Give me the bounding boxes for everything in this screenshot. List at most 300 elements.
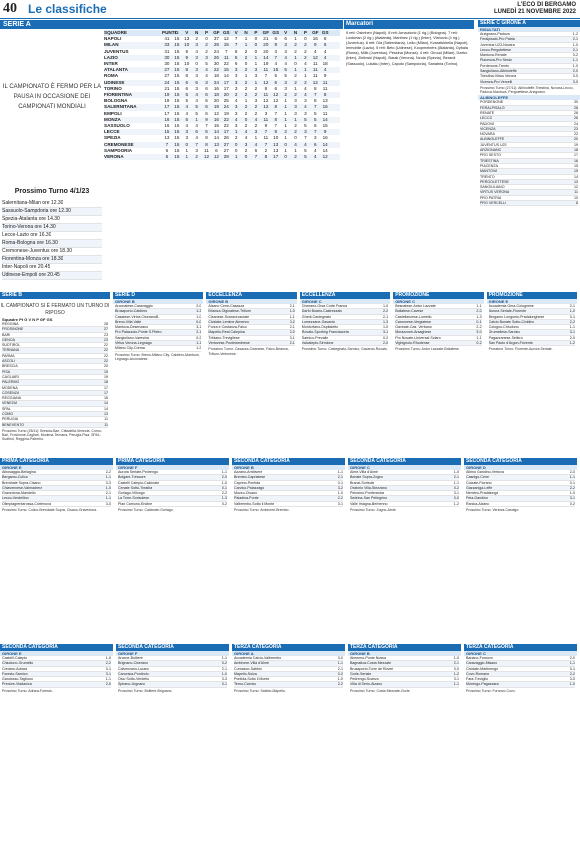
- item-value: 22: [104, 353, 108, 358]
- stat-cell: 15: [322, 123, 328, 129]
- item-name: Lumezzane-Gavardo: [301, 319, 336, 324]
- item-value: 1-0: [105, 485, 111, 490]
- stat-cell: 6: [274, 85, 278, 91]
- block-results: [232, 656, 345, 688]
- item-value: 3-0: [105, 501, 111, 506]
- prossimo-match: Inter-Napoli ore 20.45: [2, 264, 51, 270]
- column-header: N: [293, 30, 298, 35]
- item-value: 2-2: [105, 661, 111, 666]
- stat-cell: 16: [322, 135, 328, 141]
- stat-cell: 4: [304, 141, 307, 147]
- item-value: 1-2: [196, 346, 202, 351]
- list-item: [480, 201, 578, 206]
- item-value: 20: [574, 137, 578, 142]
- item-name: PADOVA: [480, 121, 495, 126]
- column-header: GF: [213, 30, 220, 35]
- block-results: [393, 304, 483, 346]
- stat-cell: 8: [274, 116, 278, 122]
- stat-cell: 16: [213, 85, 219, 91]
- stat-cell: 3: [195, 42, 198, 48]
- stat-cell: 8: [314, 98, 317, 104]
- stat-cell: 3: [314, 135, 317, 141]
- item-value: 0-1: [569, 666, 575, 671]
- stat-cell: 1: [294, 54, 297, 60]
- block-results: [232, 470, 345, 507]
- league-block: [232, 644, 345, 844]
- stat-cell: 15: [174, 104, 180, 110]
- stat-cell: 6: [185, 85, 188, 91]
- item-name: Nembro-Pradalunga: [466, 491, 499, 496]
- item-value: 1-0: [382, 304, 389, 308]
- stat-cell: 14: [223, 73, 229, 79]
- stat-cell: 1: [304, 73, 307, 79]
- serie-b-standings: [0, 322, 110, 428]
- stat-cell: 7: [274, 123, 278, 129]
- stat-cell: 9: [205, 116, 208, 122]
- item-value: 13: [104, 412, 108, 417]
- item-name: Cologno-Chiuduno: [488, 325, 519, 330]
- item-name: RENATE: [480, 110, 495, 115]
- stat-cell: 7: [225, 48, 228, 54]
- item-name: Grumellese-Sarnico: [488, 330, 521, 335]
- item-name: ARZIGNANO: [480, 148, 502, 153]
- stat-cell: 3: [234, 123, 238, 129]
- item-value: 1-1: [453, 480, 459, 485]
- serie-c-sub: RISULTATI: [478, 27, 580, 32]
- stat-cell: 5: [234, 54, 238, 60]
- stat-cell: 37: [213, 36, 219, 42]
- stat-cell: 2: [294, 123, 297, 129]
- block-title: ECCELLENZA: [300, 292, 390, 299]
- stat-cell: 12: [263, 98, 269, 104]
- item-name: Ghedi-Castegnato: [301, 314, 331, 319]
- item-value: 0-2: [382, 335, 389, 340]
- stat-cell: 31: [164, 48, 170, 54]
- stat-cell: 0: [254, 48, 258, 54]
- team-name: UDINESE: [104, 79, 125, 85]
- block-note: Prossimo Turno: Calcinate-Gorlago.: [118, 508, 174, 513]
- serie-c-bar: SERIE C GIRONE A: [478, 20, 580, 27]
- item-name: LECCO: [480, 116, 493, 121]
- item-name: Osio Sotto-Verdello: [118, 677, 149, 682]
- item-name: Covo-Romano: [466, 671, 490, 676]
- item-value: 19: [574, 142, 578, 147]
- prossimo-item: [2, 256, 102, 264]
- item-name: Feralpisalò-Pro Patria: [480, 37, 515, 42]
- block-note: Prossimo Turno: Vertova-Casnigo.: [466, 508, 520, 513]
- item-name: Pro Novate-Universal Solaro: [395, 335, 441, 340]
- team-name: SAMPDORIA: [104, 147, 133, 153]
- item-name: Breno-Villa Valle: [115, 319, 142, 324]
- stat-cell: 6: [314, 123, 317, 129]
- item-value: 15: [574, 163, 578, 168]
- stat-cell: 3: [254, 98, 258, 104]
- stat-cell: 24: [213, 48, 219, 54]
- team-name: MILAN: [104, 42, 119, 48]
- stat-cell: 1: [195, 116, 198, 122]
- stat-cell: 14: [322, 147, 328, 153]
- item-value: 16: [104, 396, 108, 401]
- stat-cell: 1: [284, 147, 287, 153]
- block-girone: GIRONE C: [348, 465, 461, 470]
- league-block: [232, 458, 345, 638]
- serie-c-box: [478, 20, 580, 288]
- stat-cell: 11: [322, 85, 328, 91]
- item-value: 0-2: [221, 501, 227, 506]
- item-value: 1-1: [221, 656, 227, 660]
- stat-cell: 18: [213, 73, 219, 79]
- stat-cell: 14: [263, 54, 269, 60]
- prossimo-turno-title: Prossimo Turno 4/1/23: [14, 188, 90, 195]
- stat-cell: 12: [213, 110, 219, 116]
- stat-cell: 8: [264, 154, 268, 160]
- item-value: 1-1: [221, 470, 227, 474]
- item-value: 3-1: [289, 335, 295, 340]
- item-name: Juventus U23-Novara: [480, 42, 515, 47]
- block-girone: GIRONE B: [113, 299, 203, 304]
- stat-cell: 20: [263, 42, 269, 48]
- stat-cell: 7: [205, 123, 208, 129]
- league-block: [0, 458, 113, 638]
- item-value: 16: [574, 158, 578, 163]
- prossimo-match: Torino-Verona ore 14.30: [2, 224, 56, 230]
- stat-cell: 3: [234, 104, 238, 110]
- item-value: 13: [574, 179, 578, 184]
- stat-cell: 1: [185, 147, 188, 153]
- item-value: 2-1: [382, 314, 389, 319]
- item-name: Pordenone-Trento: [480, 63, 510, 68]
- item-value: 1-1: [105, 677, 111, 682]
- item-value: 0-2: [337, 671, 343, 676]
- league-block: [464, 644, 577, 844]
- stat-cell: 4: [323, 67, 327, 73]
- item-value: 27: [104, 327, 108, 332]
- stat-cell: 15: [174, 116, 180, 122]
- block-note: Prossimo Turno: Ardor Lazzate-Bollatese.: [395, 347, 460, 352]
- stat-cell: 4: [195, 92, 198, 98]
- item-value: 2-0: [221, 475, 227, 480]
- column-header: V: [284, 30, 288, 35]
- stat-cell: 4: [195, 123, 198, 129]
- item-name: Brusaporto-Caldiero: [115, 309, 148, 314]
- stat-cell: 2: [205, 42, 208, 48]
- prossimo-turno-list: [2, 200, 102, 280]
- item-value: 1-0: [572, 63, 578, 68]
- block-results: [116, 656, 229, 688]
- item-value: 0-0: [453, 496, 459, 501]
- item-value: 24: [574, 121, 578, 126]
- item-name: Castelli Calepio-Calcinate: [118, 480, 160, 485]
- item-value: 0-1: [476, 319, 482, 324]
- stat-cell: 15: [174, 141, 180, 147]
- stat-cell: 19: [263, 61, 269, 67]
- item-value: 0-1: [221, 682, 227, 687]
- stat-cell: 3: [294, 110, 297, 116]
- stat-cell: 22: [223, 123, 229, 129]
- item-name: VENEZIA: [2, 401, 18, 406]
- standings-rows: [104, 36, 340, 160]
- item-value: 1-1: [105, 496, 111, 501]
- item-name: Cenate Sotto-Trealba: [118, 485, 153, 490]
- item-name: Terno-Carvico: [234, 682, 257, 687]
- stat-cell: 8: [314, 85, 317, 91]
- stat-cell: 0: [254, 36, 258, 42]
- item-value: 2-2: [105, 470, 111, 474]
- item-name: Sarnico-Prevalle: [301, 335, 329, 340]
- item-value: 0-1: [337, 501, 343, 506]
- item-name: JUVENTUS U23: [480, 142, 507, 147]
- item-name: Almenno-Ponte Nossa: [350, 656, 386, 660]
- stat-cell: 8: [205, 135, 208, 141]
- item-name: Casatese-Virtus CiseranoB.: [115, 314, 160, 319]
- item-name: Arconatese-Caravaggio: [115, 304, 153, 308]
- block-results: [206, 304, 296, 346]
- stat-cell: 12: [263, 79, 269, 85]
- stat-cell: 2: [195, 154, 198, 160]
- stat-cell: 3: [294, 104, 297, 110]
- block-note: Prossimo Turno: Fiorente-Aurora Seriate.: [488, 347, 553, 352]
- stat-cell: 25: [223, 98, 229, 104]
- item-value: 28: [104, 322, 108, 326]
- stat-cell: 4: [195, 135, 198, 141]
- serie-b-columns: Squadre Pt G V N P GF GS: [2, 317, 53, 322]
- league-block: [348, 644, 461, 844]
- prossimo-item: [2, 264, 102, 272]
- item-value: 14: [104, 406, 108, 411]
- stat-cell: 20: [223, 92, 229, 98]
- stat-cell: 4: [323, 54, 327, 60]
- item-name: Arzignano-Padova: [480, 32, 510, 36]
- item-name: Vertovese-Pontelambrese: [208, 341, 250, 346]
- item-value: 2-1: [337, 475, 343, 480]
- stat-cell: 16: [213, 116, 219, 122]
- stat-cell: 8: [185, 73, 188, 79]
- stat-cell: 15: [174, 129, 180, 135]
- block-title: SERIE D: [113, 292, 203, 299]
- stat-cell: 7: [254, 154, 258, 160]
- item-value: 22: [104, 359, 108, 364]
- stat-cell: 24: [213, 79, 219, 85]
- item-value: 2-0: [572, 69, 578, 74]
- item-value: 11: [104, 417, 108, 422]
- stat-cell: 16: [164, 116, 170, 122]
- item-value: 1-0: [289, 309, 295, 314]
- block-note: Prossimo Turno: Castegnato-Sarnico, Gavardo-Rovato.: [301, 347, 388, 352]
- stat-cell: 4: [323, 48, 327, 54]
- stat-cell: 19: [164, 92, 170, 98]
- stat-cell: 2: [304, 42, 307, 48]
- item-name: Morazzone-Arsaghese: [395, 330, 432, 335]
- serie-a-section: [0, 20, 580, 288]
- item-value: 2-0: [289, 330, 295, 335]
- item-value: 11: [574, 190, 578, 195]
- stat-cell: 0: [284, 154, 287, 160]
- item-name: Calcio Bonate Sotto-Cividino: [488, 319, 535, 324]
- item-name: Tribiano-Trevigliese: [208, 335, 240, 340]
- item-value: 1-0: [453, 656, 459, 660]
- stat-cell: 8: [205, 141, 208, 147]
- stat-cell: 5: [304, 147, 307, 153]
- stat-cell: 2: [244, 110, 248, 116]
- stat-cell: 2: [234, 135, 238, 141]
- item-name: Valle Imagna-Berbenno: [350, 501, 388, 506]
- stat-cell: 3: [264, 110, 268, 116]
- item-value: 11: [104, 422, 108, 427]
- stat-cell: 15: [174, 61, 180, 67]
- column-header: V: [234, 30, 238, 35]
- stat-cell: 1: [185, 154, 188, 160]
- item-value: 2-0: [476, 309, 482, 314]
- item-name: Darfo Boario-Castrezzato: [301, 309, 343, 314]
- item-name: Ambivere-Villa d'Almè: [234, 661, 269, 666]
- stat-cell: 6: [205, 129, 208, 135]
- team-name: VERONA: [104, 154, 124, 160]
- item-value: 3-1: [453, 677, 459, 682]
- item-value: 2-1: [569, 304, 575, 308]
- block-title: TERZA CATEGORIA: [464, 644, 577, 651]
- stat-cell: 4: [254, 116, 258, 122]
- stat-cell: 4: [195, 98, 198, 104]
- item-value: 1-1: [476, 304, 482, 308]
- stat-cell: 1: [284, 116, 287, 122]
- stat-cell: 16: [164, 123, 170, 129]
- stat-cell: 1: [294, 85, 297, 91]
- stat-cell: 15: [174, 92, 180, 98]
- stat-cell: 4: [314, 147, 317, 153]
- page-number: 40: [3, 1, 17, 16]
- item-name: Mozzo-Cisano: [234, 491, 257, 496]
- stat-cell: 22: [223, 61, 229, 67]
- block-girone: GIRONE B: [232, 465, 345, 470]
- item-value: 3-0: [337, 656, 343, 660]
- item-value: 2-2: [569, 485, 575, 490]
- stat-cell: 24: [164, 79, 170, 85]
- item-value: 1-2: [453, 671, 459, 676]
- item-name: Vighignolo-Rhodense: [395, 341, 430, 346]
- item-name: Gorle-Seriate: [350, 671, 372, 676]
- stat-cell: 4: [304, 61, 307, 67]
- item-value: 1-1: [196, 341, 202, 346]
- item-name: Lecco-Pergolettese: [480, 47, 511, 52]
- stat-cell: 0: [205, 36, 208, 42]
- stat-cell: 2: [254, 123, 258, 129]
- stat-cell: 3: [244, 141, 248, 147]
- stat-cell: 6: [215, 147, 218, 153]
- league-block: [300, 292, 390, 452]
- stat-cell: 7: [264, 129, 268, 135]
- item-name: Piacenza-Pro Sesto: [480, 58, 512, 63]
- block-girone: GIRONE F: [116, 465, 229, 470]
- block-results: [0, 470, 113, 507]
- team-name: LAZIO: [104, 54, 118, 60]
- stat-cell: 11: [263, 67, 269, 73]
- stat-cell: 3: [304, 129, 307, 135]
- stat-cell: 20: [213, 98, 219, 104]
- stat-cell: 22: [213, 67, 219, 73]
- item-value: 2-2: [382, 309, 389, 314]
- item-value: 1-0: [337, 491, 343, 496]
- block-results: [113, 304, 203, 352]
- stat-cell: 5: [205, 61, 208, 67]
- stat-cell: 4: [304, 92, 307, 98]
- item-name: San Paolo d'Argon-Fiorente: [488, 341, 533, 346]
- column-header: GS: [272, 30, 280, 35]
- stat-cell: 1: [254, 135, 258, 141]
- item-value: 3-1: [105, 671, 111, 676]
- stat-cell: 11: [312, 61, 318, 67]
- prossimo-item: [2, 208, 102, 216]
- stat-cell: 6: [274, 79, 278, 85]
- stat-cell: 15: [174, 48, 180, 54]
- item-value: 0-2: [453, 485, 459, 490]
- stat-cell: 2: [244, 54, 248, 60]
- block-note: Prossimo Turno: Adrara-Foresto.: [2, 688, 53, 693]
- item-name: BARI: [2, 332, 11, 337]
- stat-cell: 0: [244, 154, 248, 160]
- paper-name: L'ECO DI BERGAMO: [517, 2, 576, 8]
- item-value: 1-1: [569, 661, 575, 666]
- stat-cell: 30: [164, 54, 170, 60]
- item-name: Ciserano-Orsa Corte Franca: [301, 304, 348, 308]
- stat-cell: 11: [263, 92, 269, 98]
- stat-cell: 1: [284, 135, 287, 141]
- item-value: 2-2: [569, 319, 575, 324]
- serie-c-note: Prossimo Turno (27/11): Albinoleffe-Triestina, Novara-Lecco, Padova-Mantova, Pergolettese-Arzignano.: [480, 85, 574, 95]
- item-value: 17: [104, 385, 108, 390]
- item-name: Virtus Verona-Legnago: [115, 341, 152, 346]
- item-value: 2-2: [569, 671, 575, 676]
- stat-cell: 0: [185, 141, 188, 147]
- item-value: 2-1: [289, 304, 295, 308]
- stat-cell: 0: [284, 141, 287, 147]
- stat-cell: 6: [284, 36, 287, 42]
- stat-cell: 19: [164, 98, 170, 104]
- item-name: Castellanzese-Lomello: [395, 314, 432, 319]
- item-name: COSENZA: [2, 390, 20, 395]
- block-title: PROMOZIONE: [487, 292, 577, 299]
- stat-cell: 2: [294, 129, 297, 135]
- stat-cell: 3: [185, 135, 188, 141]
- stat-cell: 5: [195, 110, 198, 116]
- team-name: LECCE: [104, 129, 120, 135]
- prossimo-match: Fiorentina-Monza ore 18.30: [2, 256, 64, 262]
- stat-cell: 27: [164, 73, 170, 79]
- stat-cell: 0: [195, 61, 198, 67]
- stat-cell: 15: [174, 54, 180, 60]
- item-name: PRO SESTO: [480, 153, 501, 158]
- stat-cell: 2: [294, 79, 297, 85]
- item-value: 1-0: [569, 491, 575, 496]
- stat-cell: 3: [254, 67, 258, 73]
- stat-cell: 17: [223, 79, 229, 85]
- stat-cell: 24: [223, 104, 229, 110]
- prossimo-match: Spezia-Atalanta ore 14.30: [2, 216, 60, 222]
- stat-cell: 4: [185, 110, 188, 116]
- item-value: 0-2: [569, 501, 575, 506]
- stat-cell: 30: [164, 61, 170, 67]
- prossimo-match: Cremonese-Juventus ore 18.30: [2, 248, 73, 254]
- stat-cell: 17: [164, 110, 170, 116]
- item-value: 1-1: [289, 314, 295, 319]
- stat-cell: 9: [264, 123, 268, 129]
- stat-cell: 30: [213, 61, 219, 67]
- item-value: 0-0: [453, 666, 459, 671]
- item-name: Mantova-Renate: [480, 53, 507, 58]
- block-results: [464, 656, 577, 688]
- stat-cell: 4: [185, 104, 188, 110]
- item-value: 2-1: [105, 491, 111, 496]
- item-name: Carvico-Palazzago: [234, 485, 265, 490]
